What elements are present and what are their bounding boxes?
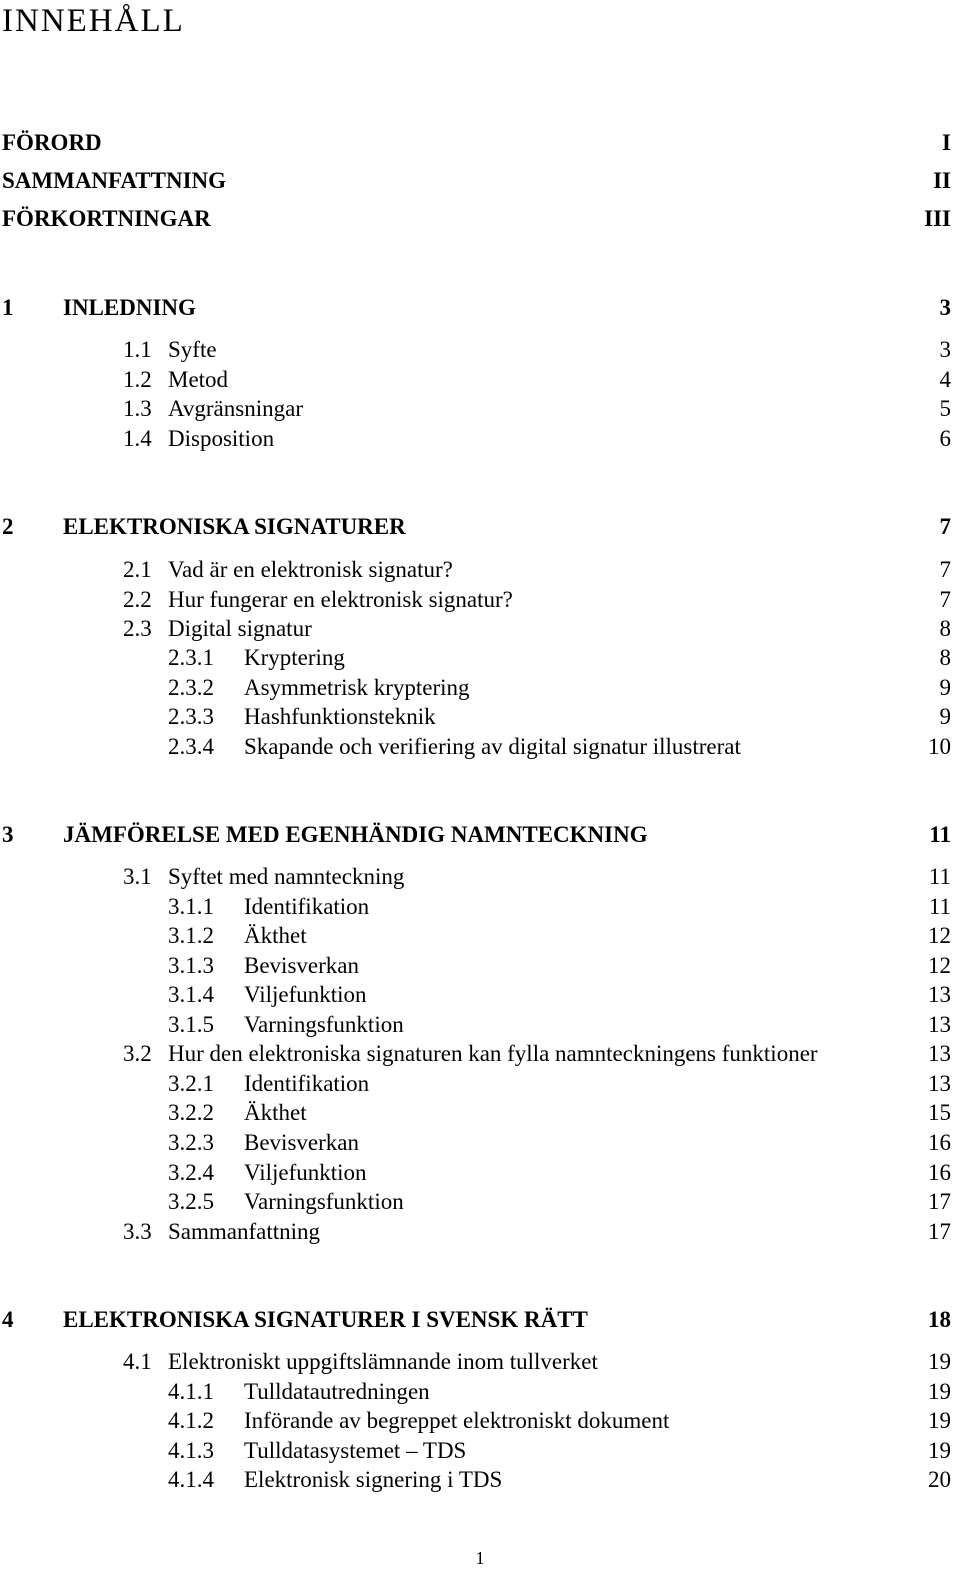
- toc-section[interactable]: [0, 862, 951, 892]
- toc-subsection-label: Tulldatautredningen: [244, 1379, 430, 1404]
- toc-section-page: 5: [939, 396, 951, 421]
- toc-entry-front[interactable]: [0, 128, 951, 158]
- toc-section-label: Digital signatur: [168, 616, 312, 641]
- toc-subsection-label: Viljefunktion: [244, 1160, 367, 1185]
- toc-section-number: 4.1: [123, 1349, 152, 1374]
- toc-chapter-2[interactable]: [0, 512, 951, 542]
- toc-subsection-label: Varningsfunktion: [244, 1189, 404, 1214]
- toc-section-page: 19: [928, 1349, 951, 1374]
- toc-chapter-label: ELEKTRONISKA SIGNATURER: [63, 514, 406, 539]
- toc-section-number: 2.2: [123, 587, 152, 612]
- toc-subsection-number: 2.3.3: [168, 704, 214, 729]
- toc-subsection-label: Bevisverkan: [244, 953, 359, 978]
- toc-subsection[interactable]: [0, 951, 951, 981]
- toc-entry-label: FÖRKORTNINGAR: [2, 206, 211, 231]
- toc-subsection-label: Elektronisk signering i TDS: [244, 1467, 503, 1492]
- toc-subsection-page: 17: [928, 1189, 951, 1214]
- toc-chapter-page: 18: [928, 1307, 951, 1332]
- toc-subsection[interactable]: [0, 732, 951, 762]
- toc-section[interactable]: [0, 614, 951, 644]
- toc-section-number: 2.1: [123, 557, 152, 582]
- toc-chapter-number: 4: [2, 1307, 14, 1332]
- toc-subsection-page: 10: [928, 734, 951, 759]
- toc-section-number: 2.3: [123, 616, 152, 641]
- toc-subsection-number: 2.3.2: [168, 675, 214, 700]
- toc-subsection-page: 13: [928, 982, 951, 1007]
- toc-subsection-number: 2.3.1: [168, 645, 214, 670]
- toc-section[interactable]: [0, 1039, 951, 1069]
- toc-subsection[interactable]: [0, 892, 951, 922]
- toc-section-page: 13: [928, 1041, 951, 1066]
- toc-section-label: Elektroniskt uppgiftslämnande inom tullverket: [168, 1349, 598, 1374]
- toc-chapter-3[interactable]: [0, 820, 951, 850]
- toc-subsection-label: Viljefunktion: [244, 982, 367, 1007]
- toc-chapter-label: ELEKTRONISKA SIGNATURER I SVENSK RÄTT: [63, 1307, 588, 1332]
- toc-subsection-page: 19: [928, 1379, 951, 1404]
- toc-subsection-number: 3.1.1: [168, 894, 214, 919]
- toc-section-label: Sammanfattning: [168, 1219, 321, 1244]
- toc-section-label: Syfte: [168, 337, 217, 362]
- toc-subsection-number: 3.1.5: [168, 1012, 214, 1037]
- toc-section-number: 3.1: [123, 864, 152, 889]
- toc-section-page: 4: [939, 367, 951, 392]
- toc-subsection-label: Äkthet: [244, 1100, 307, 1125]
- toc-subsection-page: 9: [939, 704, 951, 729]
- toc-subsection-number: 4.1.2: [168, 1408, 214, 1433]
- toc-section-page: 3: [939, 337, 951, 362]
- toc-subsection-page: 13: [928, 1071, 951, 1096]
- toc-section-page: 11: [928, 864, 951, 889]
- toc-subsection-page: 16: [928, 1130, 951, 1155]
- toc-subsection-page: 12: [928, 953, 951, 978]
- toc-entry-front[interactable]: [0, 166, 951, 196]
- toc-entry-label: FÖRORD: [2, 130, 102, 155]
- toc-section[interactable]: [0, 424, 951, 454]
- toc-subsection[interactable]: [0, 673, 951, 703]
- toc-section-page: 17: [928, 1219, 951, 1244]
- toc-subsection-label: Identifikation: [244, 1071, 370, 1096]
- toc-subsection[interactable]: [0, 1465, 951, 1495]
- toc-chapter-page: 11: [929, 822, 951, 847]
- toc-subsection-number: 4.1.4: [168, 1467, 214, 1492]
- toc-subsection-number: 3.2.4: [168, 1160, 214, 1185]
- toc-subsection-number: 3.2.3: [168, 1130, 214, 1155]
- toc-chapter-number: 2: [2, 514, 14, 539]
- toc-subsection-page: 20: [928, 1467, 951, 1492]
- toc-section-number: 1.1: [123, 337, 152, 362]
- toc-subsection-label: Varningsfunktion: [244, 1012, 404, 1037]
- toc-subsection-number: 3.2.1: [168, 1071, 214, 1096]
- toc-subsection[interactable]: [0, 1128, 951, 1158]
- toc-section-label: Syftet med namnteckning: [168, 864, 405, 889]
- toc-subsection-label: Asymmetrisk kryptering: [244, 675, 470, 700]
- toc-section[interactable]: [0, 585, 951, 615]
- toc-subsection-label: Införande av begreppet elektroniskt dokument: [244, 1408, 670, 1433]
- toc-entry-page: II: [933, 168, 951, 193]
- toc-chapter-page: 7: [939, 514, 951, 539]
- toc-entry-front[interactable]: [0, 204, 951, 234]
- toc-subsection[interactable]: [0, 980, 951, 1010]
- toc-chapter-label: INLEDNING: [63, 295, 196, 320]
- toc-subsection[interactable]: [0, 1098, 951, 1128]
- toc-subsection[interactable]: [0, 1010, 951, 1040]
- toc-subsection-label: Identifikation: [244, 894, 370, 919]
- toc-section-page: 6: [939, 426, 951, 451]
- toc-subsection[interactable]: [0, 1436, 951, 1466]
- toc-subsection-page: 16: [928, 1160, 951, 1185]
- toc-subsection[interactable]: [0, 1069, 951, 1099]
- toc-section-number: 3.3: [123, 1219, 152, 1244]
- page-number: 1: [475, 1548, 485, 1568]
- toc-subsection-page: 11: [928, 894, 951, 919]
- toc-section-number: 1.2: [123, 367, 152, 392]
- toc-subsection-page: 8: [939, 645, 951, 670]
- toc-subsection-page: 9: [939, 675, 951, 700]
- toc-subsection-number: 3.2.5: [168, 1189, 214, 1214]
- toc-section-number: 3.2: [123, 1041, 152, 1066]
- toc-subsection-label: Hashfunktionsteknik: [244, 704, 436, 729]
- toc-subsection[interactable]: [0, 1377, 951, 1407]
- toc-subsection-number: 3.1.4: [168, 982, 214, 1007]
- toc-chapter-label: JÄMFÖRELSE MED EGENHÄNDIG NAMNTECKNING: [63, 822, 648, 847]
- toc-section-page: 8: [939, 616, 951, 641]
- toc-subsection[interactable]: [0, 702, 951, 732]
- toc-chapter-1[interactable]: [0, 293, 951, 323]
- toc-subsection-label: Bevisverkan: [244, 1130, 359, 1155]
- toc-section[interactable]: [0, 1217, 951, 1247]
- toc-subsection-label: Skapande och verifiering av digital signatur illustrerat: [244, 734, 741, 759]
- toc-chapter-4[interactable]: [0, 1305, 951, 1335]
- toc-chapter-number: 3: [2, 822, 14, 847]
- toc-subsection-number: 3.1.2: [168, 923, 214, 948]
- toc-section-label: Disposition: [168, 426, 275, 451]
- toc-subsection-page: 15: [928, 1100, 951, 1125]
- toc-section-label: Avgränsningar: [168, 396, 303, 421]
- toc-subsection-page: 13: [928, 1012, 951, 1037]
- toc-chapter-number: 1: [2, 295, 14, 320]
- toc-subsection[interactable]: [0, 643, 951, 673]
- toc-section-label: Metod: [168, 367, 229, 392]
- toc-entry-label: SAMMANFATTNING: [2, 168, 227, 193]
- toc-subsection-number: 4.1.3: [168, 1438, 214, 1463]
- toc-subsection-label: Kryptering: [244, 645, 345, 670]
- toc-section[interactable]: [0, 335, 951, 365]
- toc-subsection[interactable]: [0, 1187, 951, 1217]
- toc-entry-page: I: [942, 130, 951, 155]
- toc-section-number: 1.3: [123, 396, 152, 421]
- toc-subsection-label: Tulldatasystemet – TDS: [244, 1438, 467, 1463]
- toc-section-label: Hur fungerar en elektronisk signatur?: [168, 587, 513, 612]
- toc-section-label: Vad är en elektronisk signatur?: [168, 557, 453, 582]
- toc-subsection[interactable]: [0, 1158, 951, 1188]
- toc-section[interactable]: [0, 365, 951, 395]
- toc-section[interactable]: [0, 1347, 951, 1377]
- toc-section-number: 1.4: [123, 426, 152, 451]
- toc-section-page: 7: [939, 587, 951, 612]
- toc-subsection-number: 3.2.2: [168, 1100, 214, 1125]
- page-title: INNEHÅLL: [2, 3, 185, 39]
- toc-subsection-page: 12: [928, 923, 951, 948]
- toc-subsection-number: 2.3.4: [168, 734, 214, 759]
- toc-subsection-page: 19: [928, 1438, 951, 1463]
- toc-section[interactable]: [0, 555, 951, 585]
- toc-section[interactable]: [0, 394, 951, 424]
- toc-subsection[interactable]: [0, 921, 951, 951]
- toc-chapter-page: 3: [939, 295, 951, 320]
- toc-subsection-number: 3.1.3: [168, 953, 214, 978]
- toc-subsection-label: Äkthet: [244, 923, 307, 948]
- toc-subsection[interactable]: [0, 1406, 951, 1436]
- toc-entry-page: III: [924, 206, 951, 231]
- toc-section-label: Hur den elektroniska signaturen kan fylla namnteckningens funktioner: [168, 1041, 818, 1066]
- toc-section-page: 7: [939, 557, 951, 582]
- toc-subsection-number: 4.1.1: [168, 1379, 214, 1404]
- toc-subsection-page: 19: [928, 1408, 951, 1433]
